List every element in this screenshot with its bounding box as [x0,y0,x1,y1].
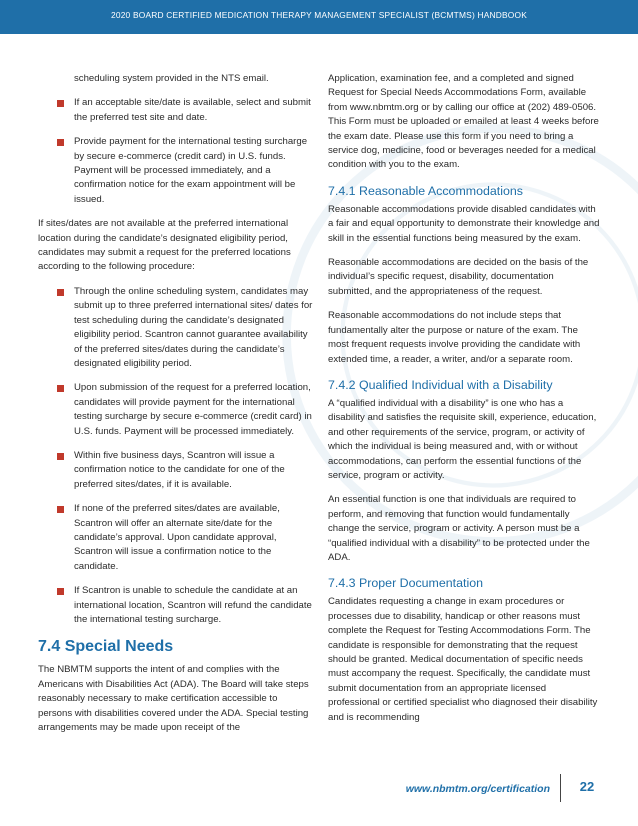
bullet-square-icon [57,100,64,107]
list-item: Through the online scheduling system, candidates may submit up to three preferred international sites/ dates for test scheduling during the candidate’s designated eligibility period. Scantron cannot guarantee availability of the preferred sites/dates during the candidate’s designated eligibility period. [38,285,314,371]
bullet-list-1 [38,96,314,207]
handbook-title: 2020 BOARD CERTIFIED MEDICATION THERAPY MANAGEMENT SPECIALIST (BCMTMS) HANDBOOK [110,10,527,20]
page-number: 22 [579,779,595,794]
list-item: Upon submission of the request for a preferred location, candidates will provide payment for the international testing surcharge by secure e-commerce (credit card) in U.S. funds. Payment will be processed immediately. [38,381,314,439]
list-item: If Scantron is unable to schedule the candidate at an international location, Scantron will refund the candidate the international testing surcharge. [38,584,314,627]
section-heading-special-needs: 7.4 Special Needs [38,638,174,656]
right-column [328,72,600,735]
footer-link[interactable]: www.nbmtm.org/certification [405,783,550,795]
bullet-square-icon [57,453,64,460]
documentation-paragraph: Candidates requesting a change in exam procedures or processes due to disability, handicap or other reasons must complete the Request for Testing Accommodations Form. The candidate is responsible for demonstrating that the request should be granted. Medical documentation of specific needs must accompany the request. Specifically, the candidate must submit documentation from an appropriate licensed professional or certified specialist who diagnosed their disability and is recommending [328,596,598,723]
list-item: Provide payment for the international testing surcharge by secure e-commerce (credit card) in U.S. funds. Payment will be processed immediately, and a confirmation notice for the exam appointment will be issued. [38,135,314,207]
list-item: If an acceptable site/date is available, select and submit the preferred test site and date. [38,96,314,125]
heading-reasonable-accommodations: 7.4.1 Reasonable Accommodations [328,183,523,198]
bullet-square-icon [57,289,64,296]
bullet-square-icon [57,588,64,595]
accommodations-paragraph-3: Reasonable accommodations do not include steps that fundamentally alter the purpose or nature of the exam. The most frequent requests involve providing the candidate with extended time, a reader, a writer, and/or a separate room. [328,310,581,365]
procedure-intro: If sites/dates are not available at the preferred international location during the candidate’s designated eligibility period, candidates may submit a request for the preferred locations according to the following procedure: [38,218,291,273]
accommodations-paragraph-1: Reasonable accommodations provide disabled candidates with a fair and equal opportunity to demonstrate their knowledge and skill in the essential functions being measured by the exam. [328,203,600,244]
bullet-square-icon [57,506,64,513]
footer-divider [560,774,561,802]
accommodations-paragraph-2: Reasonable accommodations are decided on the basis of the individual’s specific request, disability, documentation submitted, and the appropriateness of the request. [328,257,589,297]
application-paragraph: Application, examination fee, and a completed and signed Request for Special Needs Accommodations Form, available from www.nbmtm.org or by calling our office at (202) 489-0506. This Form must be uploaded or emailed at least 4 weeks before the exam date. Please use this form if you need to bring a service dog, medicine, food or beverages needed for a medical condition with you to the exam. [328,73,599,171]
qualified-paragraph-1: A “qualified individual with a disability” is one who has a disability and satisfies the requisite skill, experience, education, and other requirements of the service, program, or activity of which the individual is being measured and, with or without accommodations, can perform the essential functions of the service, program or activity. [328,397,597,481]
heading-proper-documentation: 7.4.3 Proper Documentation [328,576,483,591]
header-bar [0,0,638,34]
special-needs-paragraph: The NBMTM supports the intent of and complies with the Americans with Disabilities Act (ADA). The Board will take steps reasonably necessary to make certification accessible to persons with disabilities covered under the ADA. Special testing arrangements may be made upon receipt of the [38,664,309,734]
bullet-square-icon [57,385,64,392]
bullet-square-icon [57,139,64,146]
heading-qualified-individual: 7.4.2 Qualified Individual with a Disability [328,377,553,392]
list-item: If none of the preferred sites/dates are available, Scantron will offer an alternate site/date for the candidate’s approval. Upon candidate approval, Scantron will issue a confirmation notice to the candidate. [38,502,314,574]
bullet-list-2 [38,285,314,628]
continuation-text: scheduling system provided in the NTS email. [74,73,269,84]
list-item: Within five business days, Scantron will issue a confirmation notice to the candidate for one of the preferred sites/dates, if it is available. [38,449,314,492]
qualified-paragraph-2: An essential function is one that individuals are required to perform, and removing that function would fundamentally change the service, program or activity. A person must be a “qualified individual with a disability” to be protected under the ADA. [328,494,590,563]
left-column [38,72,314,745]
